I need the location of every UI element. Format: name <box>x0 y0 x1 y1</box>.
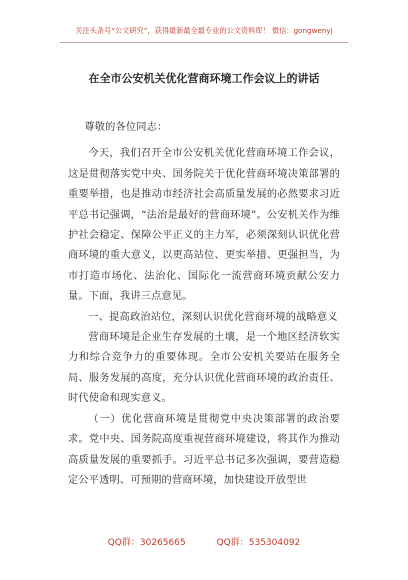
paragraph-intro: 今天，我们召开全市公安机关优化营商环境工作会议，这是贯彻落实党中央、国务院关于优化营商环境决策部署的重要举措，也是推动市经济社会高质量发展的必然要求习近平总书记强调，“法治是最好的营商环境”。公安机关作为维护社会稳定、保障公平正义的主力军，必须深刻认识优化营商环境的重大意义，以更高站位、更实举措、更强担当，为市打造市场化、法治化、国际化一流营商环境贡献公安力量。下面，我讲三点意见。 <box>68 148 340 303</box>
greeting-text: 尊敬的各位同志： <box>84 122 168 133</box>
header-divider <box>60 42 348 43</box>
footer-qq-group-2: QQ群：535304092 <box>216 538 301 548</box>
paragraph-2: 营商环境是企业生存发展的土壤，是一个地区经济软实力和综合竞争力的重要体现。全市公安机关要站在服务全局、服务发展的高度，充分认识优化营商环境的政治责任、时代使命和现实意义。 <box>68 332 340 405</box>
section-heading-1: 一、提高政治站位，深刻认识优化营商环境的战略意义 <box>88 311 338 323</box>
document-title: 在全市公安机关优化营商环境工作会议上的讲话 <box>88 72 320 85</box>
footer-qq-group-1: QQ群：30265665 <box>107 538 186 548</box>
paragraph-3: （一）优化营商环境是贯彻党中央决策部署的政治要求。党中央、国务院高度重视营商环境建设，将其作为推动高质量发展的重要抓手。习近平总书记多次强调，要营造稳定公平透明、可预期的营商环境，加快建设开放型世 <box>68 413 340 486</box>
document-body <box>68 118 340 491</box>
header-promo-note: 关注头条号“公文研究”，获得最新最全最专业的公文资料库！ 微信：gongwenyj <box>75 26 333 35</box>
greeting <box>68 118 340 138</box>
footer-contact <box>0 535 408 548</box>
